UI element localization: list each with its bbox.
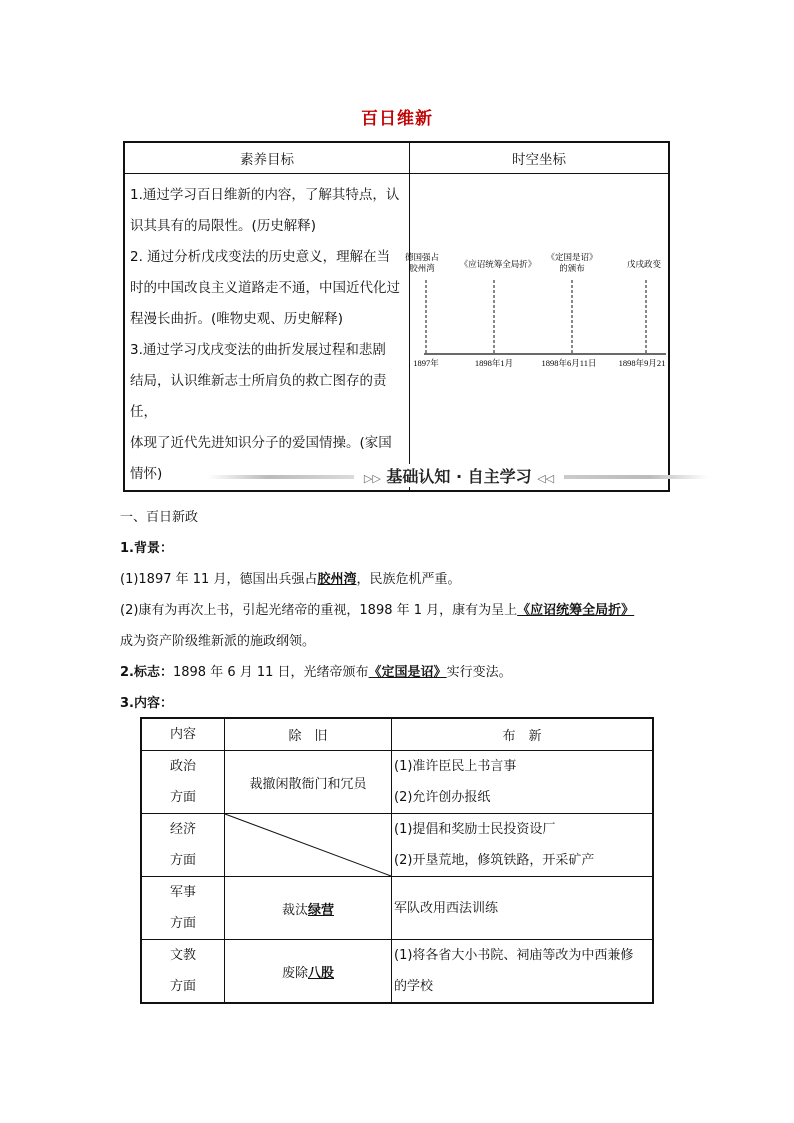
new-cell: (1)准许臣民上书言事 (2)允许创办报纸 <box>392 751 654 814</box>
old-cell: 废除八股 <box>225 940 392 1004</box>
diagonal-line <box>225 814 391 876</box>
timeline-event-label: 的颁布 <box>559 263 585 273</box>
table-row <box>141 940 653 1004</box>
old-cell-empty <box>225 814 392 877</box>
goals-line: 识其具有的局限性。(历史解释) <box>130 218 317 234</box>
table-row <box>141 751 653 814</box>
table-row <box>141 877 653 940</box>
text-span: ，民族危机严重。 <box>356 572 461 587</box>
goals-line: 体现了近代先进知识分子的爱国情操。(家国 <box>130 435 392 451</box>
background-item-1 <box>120 568 460 587</box>
timeline-date: 1898年6月11日 <box>541 358 597 368</box>
banner-title <box>354 464 564 487</box>
key-term: 《应诏统筹全局折》 <box>517 603 635 618</box>
double-arrow-left-icon: ◁◁ <box>537 472 555 485</box>
background-label: 1.背景： <box>120 541 173 556</box>
category-cell: 军事 方面 <box>141 877 225 940</box>
mark-label: 2.标志： <box>120 665 173 680</box>
page-title: 百日维新 <box>361 109 433 129</box>
goals-line: 时的中国改良主义道路走不通，中国近代化过 <box>130 280 400 296</box>
table-row <box>141 814 653 877</box>
timeline-date: 1898年1月 <box>474 358 514 368</box>
text-span: (2)康有为再次上书，引起光绪帝的重视，1898 年 1 月，康有为呈上 <box>120 603 518 618</box>
key-term: 《定国是诏》 <box>368 665 447 680</box>
category-cell: 文教 方面 <box>141 940 225 1004</box>
new-cell: (1)将各省大小书院、祠庙等改为中西兼修 的学校 <box>392 940 654 1004</box>
timeline-cell <box>404 174 670 492</box>
category-cell: 政治 方面 <box>141 751 225 814</box>
timeline-date: 1898年9月21 <box>618 358 666 368</box>
table-header: 除 旧 <box>225 718 392 751</box>
banner-right-bar <box>560 475 708 479</box>
text-span: 实行变法。 <box>446 665 512 680</box>
new-cell: 军队改用西法训练 <box>392 877 654 940</box>
banner-label: 基础认知 · 自主学习 <box>386 467 532 486</box>
key-term: 胶州湾 <box>317 572 357 587</box>
old-cell: 裁汰绿营 <box>225 877 392 940</box>
double-arrow-right-icon: ▷▷ <box>363 472 381 485</box>
goals-line: 情怀) <box>130 466 163 482</box>
mark-line <box>120 661 512 680</box>
background-item-2-cont: 成为资产阶级维新派的施政纲领。 <box>120 634 316 649</box>
content-table <box>140 717 654 1004</box>
timeline-event-label: 戊戌政变 <box>626 259 662 269</box>
timeline-event-label: 《定国是诏》 <box>546 252 598 262</box>
content-label: 3.内容： <box>120 696 173 711</box>
category-cell: 经济 方面 <box>141 814 225 877</box>
goals-line: 3.通过学习戊戌变法的曲折发展过程和悲剧 <box>130 342 386 358</box>
goals-header: 素养目标 <box>124 142 410 174</box>
section-banner <box>208 462 708 492</box>
timeline-diagram <box>404 174 668 454</box>
text-span: 1898 年 6 月 11 日，光绪帝颁布 <box>172 665 369 680</box>
goals-table <box>123 141 670 492</box>
goals-line: 2. 通过分析戊戌变法的历史意义，理解在当 <box>130 249 391 265</box>
new-cell: (1)提倡和奖励士民投资设厂 (2)开垦荒地，修筑铁路，开采矿产 <box>392 814 654 877</box>
goals-line: 结局，认识维新志士所肩负的救亡图存的责任， <box>130 373 387 420</box>
text-span: (1)1897 年 11 月，德国出兵强占 <box>120 572 318 587</box>
old-cell: 裁撤闲散衙门和冗员 <box>225 751 392 814</box>
goals-line: 1.通过学习百日维新的内容，了解其特点，认 <box>130 187 400 203</box>
timeline-event-label: 《应诏统筹全局折》 <box>459 259 537 269</box>
section-heading: 一、百日新政 <box>120 510 199 525</box>
table-header: 布 新 <box>392 718 654 751</box>
banner-left-bar <box>208 475 358 479</box>
goals-line: 程漫长曲折。(唯物史观、历史解释) <box>130 311 344 327</box>
timeline-date: 1897年 <box>413 358 439 368</box>
table-header: 内容 <box>141 718 225 751</box>
timeline-header: 时空坐标 <box>410 142 670 174</box>
timeline-event-label: 胶州湾 <box>409 263 435 273</box>
background-item-2 <box>120 599 634 618</box>
goals-text <box>124 174 410 492</box>
timeline-event-label: 德国强占 <box>404 252 440 262</box>
